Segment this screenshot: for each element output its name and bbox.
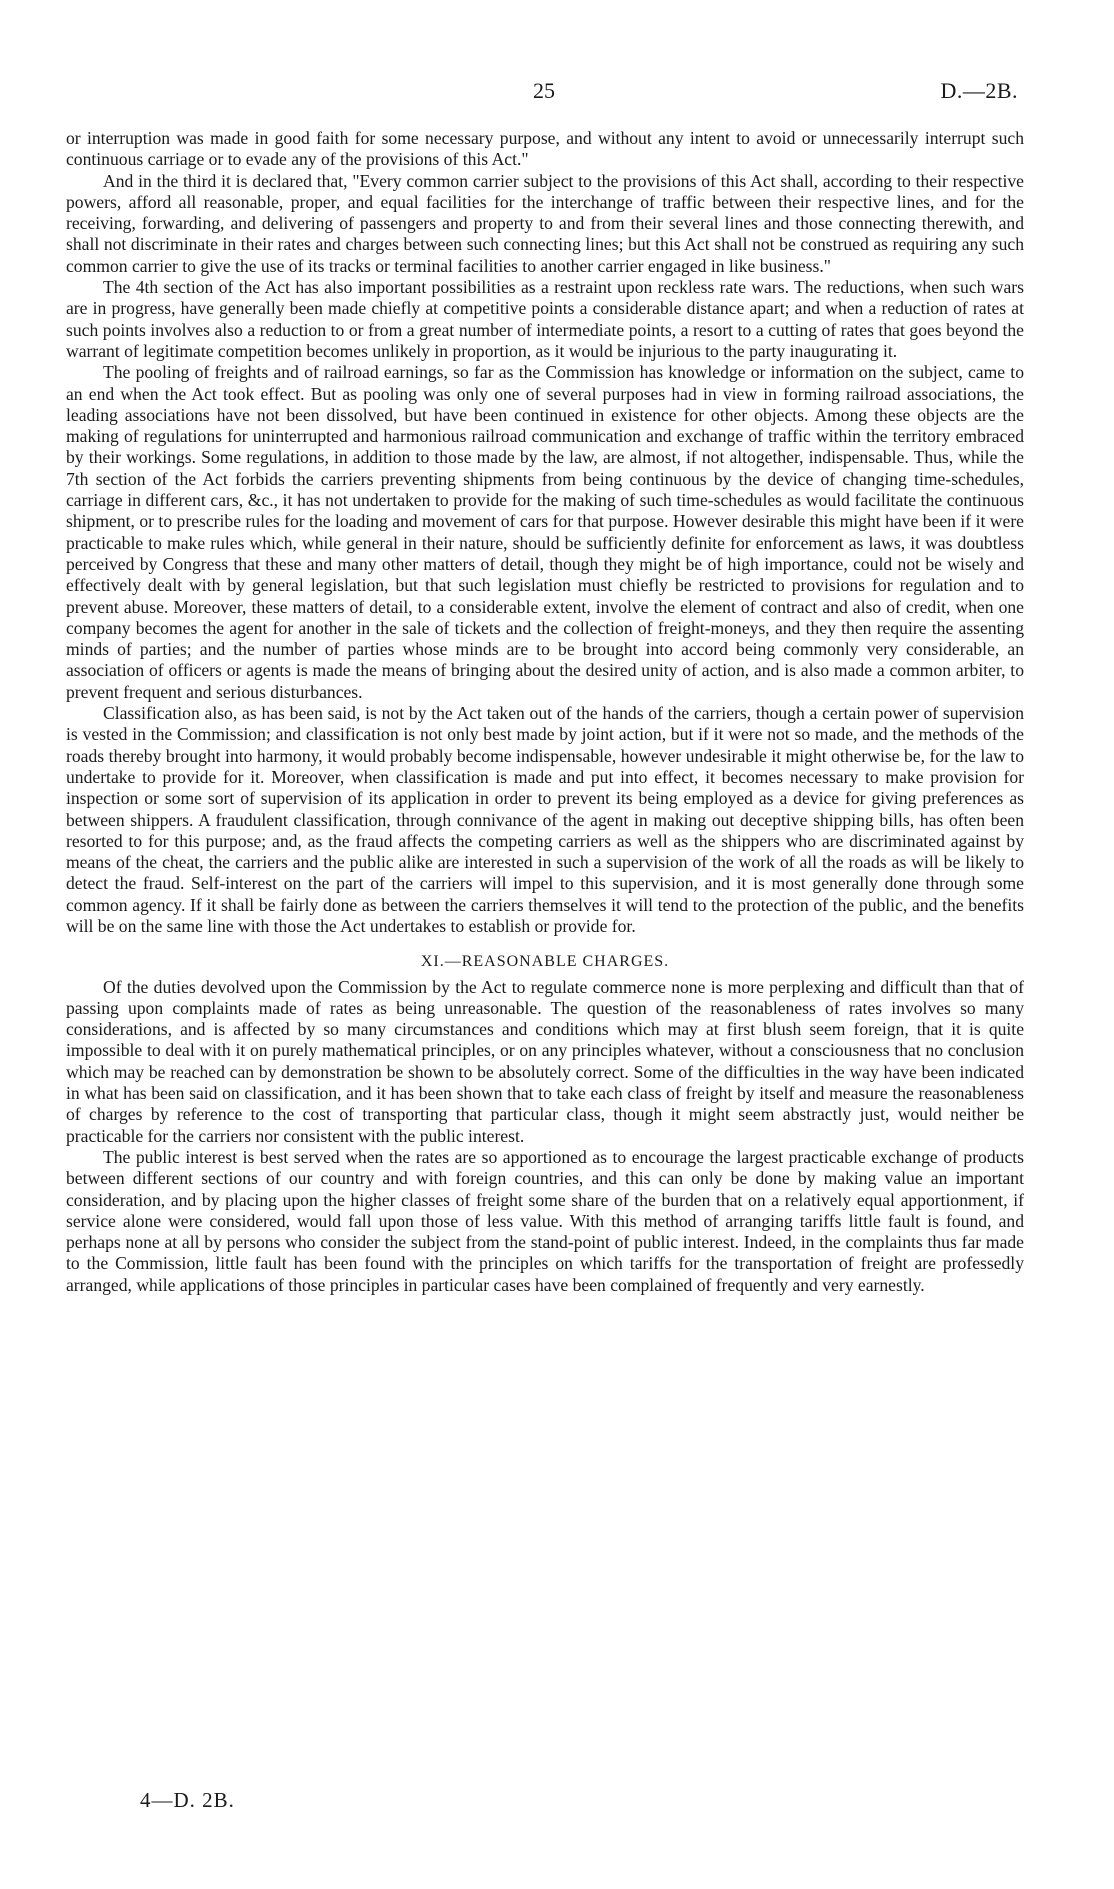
paragraph: The pooling of freights and of railroad earnings, so far as the Commission has knowledge or information on the subject, came to an end when the Act took effect. But as pooling was only one of several purposes had in view in forming railroad associations, the leading associations have not been dissolved, but have been continued in existence for other objects. Among these objects are the making of regulations for uninterrupted and harmonious railroad communication and exchange of traffic within the territory embraced by their workings. Some regulations, in addition to those made by the law, are almost, if not altogether, indispensable. Thus, while the 7th section of the Act forbids the carriers preventing shipments from being continuous by the device of changing time-schedules, carriage in different cars, &c., it has not undertaken to provide for the making of such time-schedules as would facilitate the continuous shipment, or to prescribe rules for the loading and movement of cars for that purpose. However desirable this might have been if it were practicable to make rules which, while general in their nature, should be sufficiently definite for enforcement as laws, it was doubtless perceived by Congress that these and many other matters of detail, though they might be of high importance, could not be wisely and effectively dealt with by general legislation, but that such legislation must chiefly be restricted to provisions for regulation and to prevent abuse. Moreover, these matters of detail, to a considerable extent, involve the element of contract and also of credit, when one company becomes the agent for another in the sale of tickets and the collection of freight-moneys, and they then require the assenting minds of parties; and the number of parties whose minds are to be brought into accord being commonly very considerable, an association of officers or agents is made the means of bringing about the desired unity of action, and is also made a common arbiter, to prevent frequent and serious disturbances. — [66, 362, 1024, 702]
signature-mark: 4—D. 2B. — [140, 1788, 235, 1812]
body-text — [66, 128, 1024, 1296]
paragraph: The public interest is best served when the rates are so apportioned as to encourage the largest practicable exchange of products between different sections of our country and with foreign countries, and this can only be done by making value an important consideration, and by placing upon the higher classes of freight some share of the burden that on a relatively equal apportionment, if service alone were considered, would fall upon those of less value. With this method of arranging tariffs little fault is found, and perhaps none at all by persons who consider the subject from the stand-point of public interest. Indeed, in the complaints thus far made to the Commission, little fault has been found with the principles on which tariffs for the transportation of freight are professedly arranged, while applications of those principles in particular cases have been complained of frequently and very earnestly. — [66, 1146, 1024, 1295]
paragraph: Of the duties devolved upon the Commission by the Act to regulate commerce none is more perplexing and difficult than that of passing upon complaints made of rates as being unreasonable. The question of the reasonableness of rates involves so many considerations, and is affected by so many circumstances and conditions which may at first blush seem foreign, that it is quite impossible to deal with it on purely mathematical principles, or on any principles whatever, without a consciousness that no conclusion which may be reached can by demonstration be shown to be absolutely correct. Some of the difficulties in the way have been indicated in what has been said on classification, and it has been shown that to take each class of freight by itself and measure the reasonableness of charges by reference to the cost of transporting that particular class, though it might seem abstractly just, would neither be practicable for the carriers nor consistent with the public interest. — [66, 976, 1024, 1146]
section-heading: XI.—REASONABLE CHARGES. — [420, 953, 670, 971]
page-header — [0, 78, 1114, 108]
page-number: 25 — [533, 78, 555, 103]
paragraph: Classification also, as has been said, is not by the Act taken out of the hands of the carriers, though a certain power of supervision is vested in the Commission; and classification is not only best made by joint action, but if it were not so made, and the methods of the roads thereby brought into harmony, it would probably become indispensable, however undesirable it might otherwise be, for the law to undertake to provide for it. Moreover, when classification is made and put into effect, it becomes necessary to make provision for inspection or some sort of supervision of its application in order to prevent its being employed as a device for giving preferences as between shippers. A fraudulent classification, through connivance of the agent in making out deceptive shipping bills, has often been resorted to for this purpose; and, as the fraud affects the competing carriers as well as the shippers who are discriminated against by means of the cheat, the carriers and the public alike are interested in such a supervision of the work of all the roads as will be likely to detect the fraud. Self-interest on the part of the carriers will impel to this supervision, and it is most generally done through some common agency. If it shall be fairly done as between the carriers themselves it will tend to the protection of the public, and the benefits will be on the same line with those the Act undertakes to establish or provide for. — [66, 703, 1024, 936]
paragraph: The 4th section of the Act has also important possibilities as a restraint upon reckless rate wars. The reductions, when such wars are in progress, have generally been made chiefly at competitive points a considerable distance apart; and when a reduction of rates at such points involves also a reduction to or from a great number of intermediate points, a resort to a cutting of rates that goes beyond the warrant of legitimate competition becomes unlikely in proportion, as it would be injurious to the party inaugurating it. — [66, 277, 1024, 361]
paragraph: or interruption was made in good faith for some necessary purpose, and without any intent to avoid or unnecessarily interrupt such continuous carriage or to evade any of the provisions of this Act." — [66, 128, 1024, 170]
document-reference: D.—2B. — [940, 78, 1018, 103]
paragraph: And in the third it is declared that, "Every common carrier subject to the provisions of this Act shall, according to their respective powers, afford all reasonable, proper, and equal facilities for the interchange of traffic between their respective lines, and for the receiving, forwarding, and delivering of passengers and property to and from their several lines and those connecting therewith, and shall not discriminate in their rates and charges between such connecting lines; but this Act shall not be construed as requiring any such common carrier to give the use of its tracks or terminal facilities to another carrier engaged in like business." — [66, 170, 1024, 276]
